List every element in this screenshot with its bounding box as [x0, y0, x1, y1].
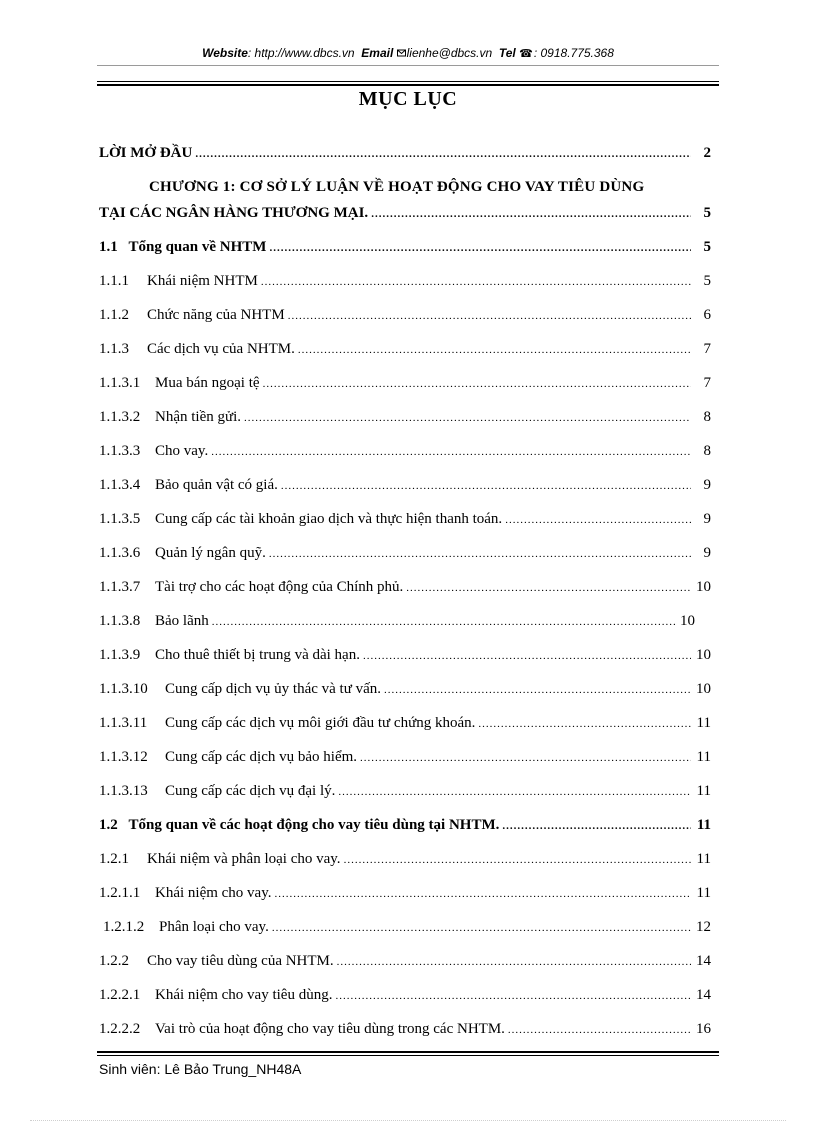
toc-page-number: 7 — [703, 341, 711, 357]
toc-row[interactable] — [99, 205, 711, 227]
toc-row[interactable] — [99, 579, 711, 601]
toc-section-number: 1.2.1.2 — [103, 919, 145, 935]
toc-entry-text: Cho thuê thiết bị trung và dài hạn. — [155, 647, 360, 663]
toc-entry-text: Tổng quan về NHTM — [128, 239, 267, 255]
toc-entry-text: Cung cấp các dịch vụ môi giới đầu tư chứng khoán. — [165, 715, 476, 731]
toc-entry-text: Quản lý ngân quỹ. — [155, 545, 266, 561]
toc-section-number: 1.1.3.9 — [99, 647, 141, 663]
toc-row[interactable] — [99, 443, 711, 465]
toc-row[interactable] — [99, 375, 711, 397]
footer-rule-top — [97, 1051, 719, 1053]
toc-row[interactable] — [99, 987, 711, 1009]
website-value: : http://www.dbcs.vn — [247, 46, 355, 60]
toc-leader — [338, 786, 691, 798]
toc-leader — [272, 922, 691, 934]
toc-entry-text: Các dịch vụ của NHTM. — [147, 341, 295, 357]
toc-entry-text: Cung cấp các tài khoản giao dịch và thực hiện thanh toán. — [155, 511, 503, 527]
toc-leader — [360, 752, 691, 764]
toc-row[interactable] — [99, 1021, 711, 1043]
toc-leader — [281, 480, 691, 492]
toc-page-number: 9 — [703, 477, 711, 493]
toc-section-number: 1.1.3.2 — [99, 409, 141, 425]
page-header — [0, 46, 816, 60]
page-footer: Sinh viên: Lê Bảo Trung_NH48A — [99, 1061, 302, 1077]
footer-rule-bottom — [97, 1055, 719, 1056]
phone-icon: ☎ — [519, 48, 533, 60]
toc-entry-text: Tổng quan về các hoạt động cho vay tiêu dùng tại NHTM. — [128, 817, 500, 833]
toc-leader — [212, 616, 675, 628]
toc-leader — [195, 148, 691, 160]
toc-leader — [269, 548, 691, 560]
toc-chapter-heading[interactable]: CHƯƠNG 1: CƠ SỞ LÝ LUẬN VỀ HOẠT ĐỘNG CHO VAY TIÊU DÙNG — [149, 179, 645, 195]
email-value: lienhe@dbcs.vn — [406, 46, 493, 60]
toc-page-number: 10 — [696, 579, 711, 595]
toc-section-number: 1.1.3.12 — [99, 749, 148, 765]
toc-row[interactable] — [99, 749, 711, 771]
toc-entry-text: TẠI CÁC NGÂN HÀNG THƯƠNG MẠI. — [99, 205, 369, 221]
toc-page-number: 11 — [696, 851, 711, 867]
envelope-icon — [397, 48, 406, 60]
header-rule-bottom — [97, 84, 719, 86]
toc-row[interactable] — [99, 953, 711, 975]
toc-entry-text: Tài trợ cho các hoạt động của Chính phủ. — [155, 579, 404, 595]
toc-entry-text: Cho vay tiêu dùng của NHTM. — [147, 953, 334, 969]
toc-section-number: 1.1.3.8 — [99, 613, 141, 629]
toc-entry-text: Cung cấp các dịch vụ đại lý. — [165, 783, 336, 799]
tel-label: Tel — [498, 46, 516, 60]
toc-entry-text: Cho vay. — [155, 443, 209, 459]
toc-page-number: 10 — [696, 681, 711, 697]
toc-entry-text: Khái niệm cho vay tiêu dùng. — [155, 987, 333, 1003]
toc-row[interactable] — [99, 613, 695, 635]
toc-section-number: 1.1.3.13 — [99, 783, 148, 799]
toc-entry-text: LỜI MỞ ĐẦU — [99, 145, 193, 161]
toc-section-number: 1.1.3.1 — [99, 375, 141, 391]
toc-leader — [384, 684, 691, 696]
toc-page-number: 11 — [696, 715, 711, 731]
toc-section-number: 1.1.3 — [99, 341, 129, 357]
toc-page-number: 14 — [696, 987, 711, 1003]
header-rule-top — [97, 81, 719, 82]
toc-section-number: 1.1.3.10 — [99, 681, 148, 697]
toc-entry-text: Bảo lãnh — [155, 613, 209, 629]
toc-page-number: 7 — [703, 375, 711, 391]
toc-row[interactable] — [99, 239, 711, 261]
toc-page-number: 16 — [696, 1021, 711, 1037]
page-title: MỤC LỤC — [358, 88, 458, 110]
toc-leader — [269, 242, 691, 254]
toc-entry-text: Chức năng của NHTM — [147, 307, 285, 323]
toc-page-number: 11 — [696, 885, 711, 901]
toc-leader — [508, 1024, 691, 1036]
toc-section-number: 1.2.1.1 — [99, 885, 141, 901]
toc-section-number: 1.1 — [99, 239, 118, 255]
toc-row[interactable] — [99, 817, 711, 839]
toc-page-number: 8 — [703, 443, 711, 459]
toc-page-number: 8 — [703, 409, 711, 425]
toc-leader — [478, 718, 691, 730]
toc-section-number: 1.2.2.2 — [99, 1021, 141, 1037]
toc-row[interactable] — [99, 783, 711, 805]
toc-page-number: 11 — [696, 817, 711, 833]
toc-row[interactable] — [99, 341, 711, 363]
toc-page-number: 5 — [703, 273, 711, 289]
toc-leader — [298, 344, 691, 356]
toc-leader — [371, 208, 691, 220]
toc-leader — [244, 412, 691, 424]
toc-section-number: 1.2 — [99, 817, 118, 833]
toc-entry-text: Phân loại cho vay. — [159, 919, 269, 935]
toc-leader — [505, 514, 691, 526]
toc-row[interactable] — [99, 681, 711, 703]
toc-section-number: 1.1.3.3 — [99, 443, 141, 459]
toc-page-number: 5 — [703, 205, 711, 221]
toc-leader — [288, 310, 691, 322]
toc-row[interactable] — [99, 885, 711, 907]
toc-leader — [263, 378, 691, 390]
toc-page-number: 6 — [703, 307, 711, 323]
toc-section-number: 1.2.1 — [99, 851, 129, 867]
toc-page-number: 11 — [696, 783, 711, 799]
page-edge-divider — [30, 1120, 786, 1121]
toc-row[interactable] — [99, 715, 711, 737]
toc-leader — [337, 956, 691, 968]
toc-leader — [335, 990, 691, 1002]
toc-leader — [275, 888, 692, 900]
toc-leader — [211, 446, 691, 458]
toc-leader — [363, 650, 691, 662]
toc-section-number: 1.1.3.7 — [99, 579, 141, 595]
toc-section-number: 1.1.3.5 — [99, 511, 141, 527]
toc-entry-text: Khái niệm và phân loại cho vay. — [147, 851, 341, 867]
toc-page-number: 9 — [703, 545, 711, 561]
toc-row[interactable] — [99, 647, 711, 669]
toc-page-number: 9 — [703, 511, 711, 527]
toc-page-number: 10 — [696, 647, 711, 663]
toc-leader — [502, 820, 691, 832]
website-label: Website — [202, 46, 248, 60]
toc-page-number: 2 — [703, 145, 711, 161]
toc-entry-text: Cung cấp các dịch vụ bảo hiểm. — [165, 749, 358, 765]
toc-section-number: 1.1.3.11 — [99, 715, 148, 731]
toc-page-number: 10 — [680, 613, 695, 629]
toc-section-number: 1.2.2.1 — [99, 987, 141, 1003]
toc-entry-text: Nhận tiền gửi. — [155, 409, 242, 425]
header-rule-thin — [97, 65, 719, 66]
toc-entry-text: Khái niệm cho vay. — [155, 885, 272, 901]
toc-page-number: 14 — [696, 953, 711, 969]
toc-row[interactable] — [99, 511, 711, 533]
toc-entry-text: Mua bán ngoại tệ — [155, 375, 260, 391]
toc-row[interactable] — [99, 307, 711, 329]
toc-page-number: 5 — [703, 239, 711, 255]
toc-section-number: 1.1.2 — [99, 307, 129, 323]
toc-page-number: 11 — [696, 749, 711, 765]
toc-row[interactable] — [99, 145, 711, 167]
toc-entry-text: Bảo quản vật có giá. — [155, 477, 278, 493]
tel-value: : 0918.775.368 — [533, 46, 614, 60]
toc-leader — [344, 854, 691, 866]
toc-section-number: 1.1.1 — [99, 273, 129, 289]
toc-row[interactable] — [99, 273, 711, 295]
toc-entry-text: Cung cấp dịch vụ ủy thác và tư vấn. — [165, 681, 381, 697]
toc-row[interactable] — [99, 851, 711, 873]
toc-entry-text: Khái niệm NHTM — [147, 273, 258, 289]
toc-section-number: 1.1.3.4 — [99, 477, 141, 493]
toc-row[interactable] — [99, 477, 711, 499]
email-label: Email — [361, 46, 394, 60]
toc-leader — [261, 276, 691, 288]
toc-page-number: 12 — [696, 919, 711, 935]
toc-row[interactable] — [99, 545, 711, 567]
toc-leader — [406, 582, 691, 594]
toc-section-number: 1.1.3.6 — [99, 545, 141, 561]
toc-entry-text: Vai trò của hoạt động cho vay tiêu dùng trong các NHTM. — [155, 1021, 505, 1037]
toc-row[interactable] — [103, 919, 711, 941]
toc-section-number: 1.2.2 — [99, 953, 129, 969]
toc-row[interactable] — [99, 409, 711, 431]
